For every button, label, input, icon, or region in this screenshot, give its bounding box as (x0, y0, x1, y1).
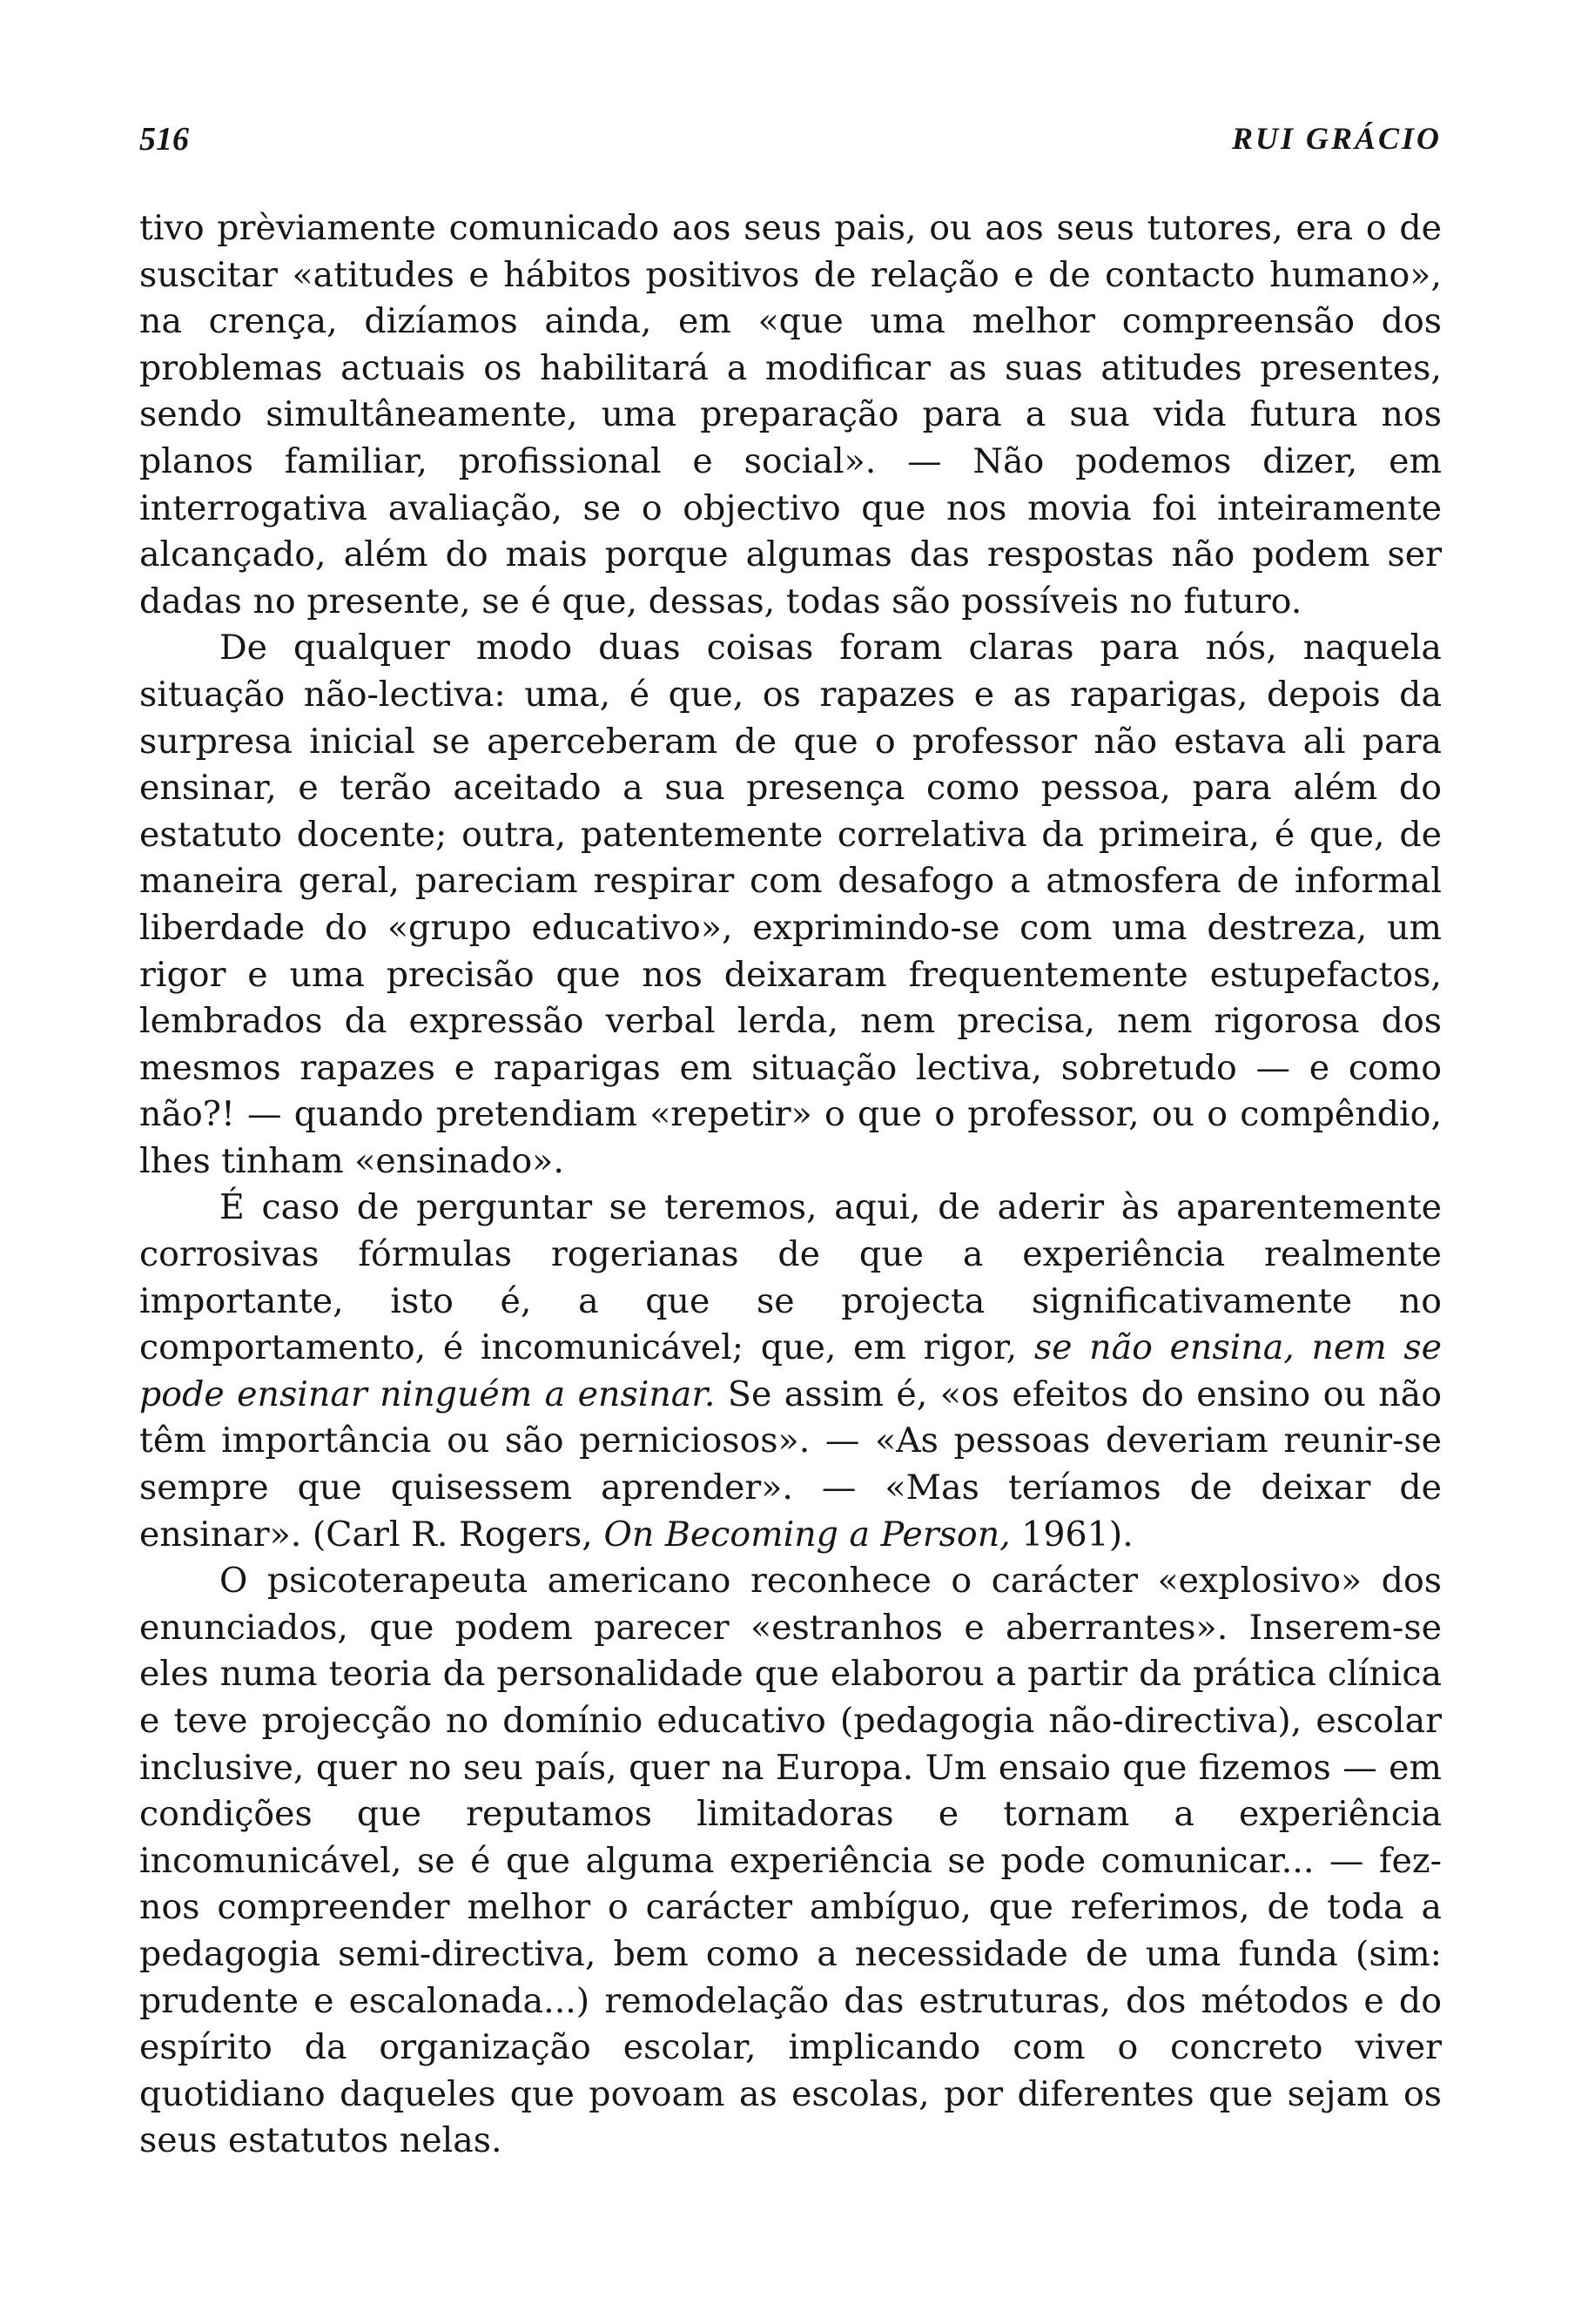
paragraph (139, 1558, 1442, 2165)
running-head-author: RUI GRÁCIO (1231, 121, 1442, 156)
page-number: 516 (139, 121, 189, 158)
text-segment: Se assim é, «os efeitos do ensino ou não têm importância ou são perniciosos». — «As pessoas deveriam reunir-se sempre que quisessem aprender». — «Mas teríamos de deixar de ensinar». (Carl R. Rogers, (139, 1374, 1443, 1555)
text-segment: tivo prèviamente comunicado aos seus pais, ou aos seus tutores, era o de suscitar «atitudes e hábitos positivos de relação e de contacto humano», na crença, dizíamos ainda, em «que uma melhor compreensão dos problemas actuais os habilitará a modificar as suas atitudes presentes, sendo simultâneamente, uma preparação para a sua vida futura nos planos familiar, profissional e social». — Não podemos dizer, em interrogativa avaliação, se o objectivo que nos movia foi inteiramente alcançado, além do mais porque algumas das respostas não podem ser dadas no presente, se é que, dessas, todas são possíveis no futuro. (139, 208, 1442, 621)
paragraph (139, 625, 1442, 1185)
paragraph (139, 205, 1442, 625)
book-title: On Becoming a Person, (603, 1514, 1011, 1555)
running-head (139, 120, 1442, 164)
text-segment: O psicoterapeuta americano reconhece o carácter «explosivo» dos enunciados, que podem parecer «estranhos e aberrantes». Inserem-se eles numa teoria da personalidade que elaborou a partir da prática clínica e teve projecção no domínio educativo (pedagogia não-directiva), escolar inclusive, quer no seu país, quer na Europa. Um ensaio que fizemos — em condições que reputamos limitadoras e tornam a experiência incomunicável, se é que alguma experiência se pode comunicar... — fez-nos compreender melhor o carácter ambíguo, que referimos, de toda a pedagogia semi-directiva, bem como a necessidade de uma funda (sim: prudente e escalonada...) remodelação das estruturas, dos métodos e do espírito da organização escolar, implicando com o concreto viver quotidiano daqueles que povoam as escolas, por diferentes que sejam os seus estatutos nelas. (139, 1561, 1442, 2161)
paragraph (139, 1185, 1442, 1558)
text-segment: 1961). (1010, 1514, 1134, 1555)
text-segment: De qualquer modo duas coisas foram claras para nós, naquela situação não-lectiva: uma, é que, os rapazes e as raparigas, depois da surpresa inicial se aperceberam de que o professor não estava ali para ensinar, e terão aceitado a sua presença como pessoa, para além do estatuto docente; outra, patentemente correlativa da primeira, é que, de maneira geral, pareciam respirar com desafogo a atmosfera de informal liberdade do «grupo educativo», exprimindo-se com uma destreza, um rigor e uma precisão que nos deixaram frequentemente estupefactos, lembrados da expressão verbal lerda, nem precisa, nem rigorosa dos mesmos rapazes e raparigas em situação lectiva, sobretudo — e como não?! — quando pretendiam «repetir» o que o professor, ou o compêndio, lhes tinham «ensinado». (139, 628, 1442, 1181)
italic-phrase: se não ensina, nem se pode ensinar ninguém a ensinar. (139, 1327, 1442, 1414)
body-text (139, 205, 1442, 2165)
text-segment: É caso de perguntar se teremos, aqui, de aderir às aparentemente corrosivas fórmulas rogerianas de que a experiência realmente importante, isto é, a que se projecta significativamente no comportamento, é incomunicável; que, em rigor, (139, 1187, 1442, 1368)
